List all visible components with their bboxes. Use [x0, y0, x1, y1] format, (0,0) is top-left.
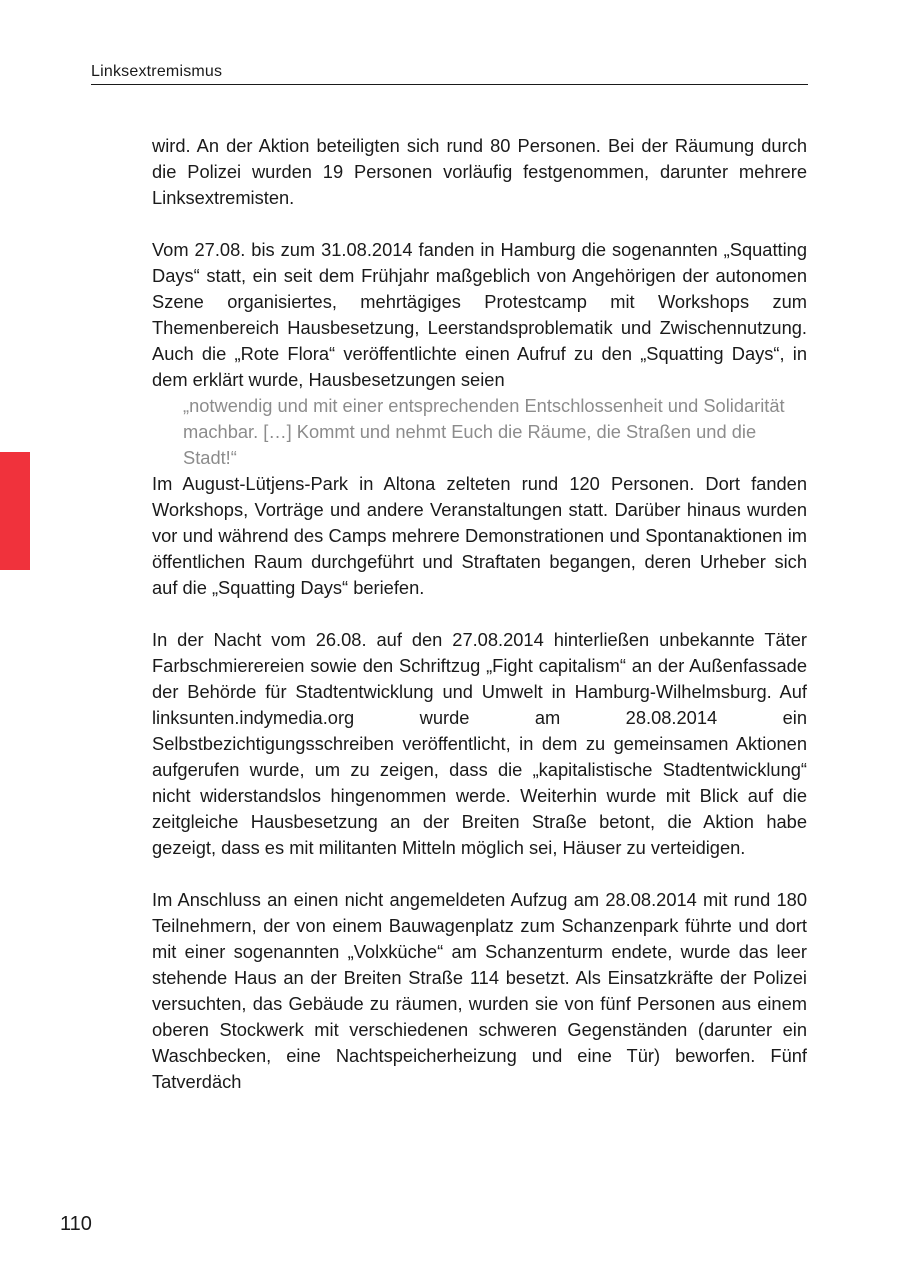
block-quote: „notwendig und mit einer entsprechenden Entschlossenheit und Solidarität machbar. […] Kommt und nehmt Euch die Räume, die Straßen und die Stadt!“: [183, 395, 785, 468]
chapter-side-marker: [0, 452, 30, 570]
header-rule: [91, 84, 808, 85]
paragraph-2: Vom 27.08. bis zum 31.08.2014 fanden in Hamburg die sogenannten „Squatting Days“ statt, ein seit dem Frühjahr maßgeblich von Angehörigen der autonomen Szene organisiertes, mehrtägiges Protestcamp mit Workshops zum Themenbereich Hausbesetzung, Leerstandsproblematik und Zwischennutzung. Auch die „Rote Flora“ veröffentlichte einen Aufruf zu den „Squatting Days“, in dem erklärt wurde, Hausbesetzungen seien: [152, 239, 807, 390]
page-number: 110: [60, 1213, 92, 1235]
page-body: [152, 133, 807, 1121]
running-header-title: Linksextremismus: [91, 63, 223, 80]
paragraph-4: In der Nacht vom 26.08. auf den 27.08.2014 hinterließen unbekannte Täter Farbschmierereien sowie den Schriftzug „Fight capitalism“ an der Außenfassade der Behörde für Stadtentwicklung und Umwelt in Hamburg-Wilhelmsburg. Auf linksunten.indymedia.org wurde am 28.08.2014 ein Selbstbezichtigungsschreiben veröffentlicht, in dem zu gemeinsamen Aktionen aufgerufen wurde, um zu zeigen, dass die „kapitalistische Stadtentwicklung“ nicht widerstandslos hingenommen werde. Weiterhin wurde mit Blick auf die zeitgleiche Hausbesetzung an der Breiten Straße betont, die Aktion habe gezeigt, dass es mit militanten Mitteln möglich sei, Häuser zu verteidigen.: [152, 629, 807, 858]
paragraph-5: Im Anschluss an einen nicht angemeldeten Aufzug am 28.08.2014 mit rund 180 Teilnehmern, der von einem Bauwagenplatz zum Schanzenpark führte und dort mit einer sogenannten „Volxküche“ am Schanzenturm endete, wurde das leer stehende Haus an der Breiten Straße 114 besetzt. Als Einsatzkräfte der Polizei versuchten, das Gebäude zu räumen, wurden sie von fünf Personen aus einem oberen Stockwerk mit verschiedenen schweren Gegenständen (darunter ein Waschbecken, eine Nachtspeicherheizung und eine Tür) beworfen. Fünf Tatverdäch: [152, 889, 807, 1092]
paragraph-3: Im August-Lütjens-Park in Altona zelteten rund 120 Personen. Dort fanden Workshops, Vorträge und andere Veranstaltungen statt. Darüber hinaus wurden vor und während des Camps mehrere Demonstrationen und Spontanaktionen im öffentlichen Raum durchgeführt und Straftaten begangen, deren Urheber sich auf die „Squatting Days“ beriefen.: [152, 473, 807, 598]
paragraph-1: wird. An der Aktion beteiligten sich rund 80 Personen. Bei der Räumung durch die Polizei wurden 19 Personen vorläufig festgenommen, darunter mehrere Linksextremisten.: [152, 135, 807, 208]
